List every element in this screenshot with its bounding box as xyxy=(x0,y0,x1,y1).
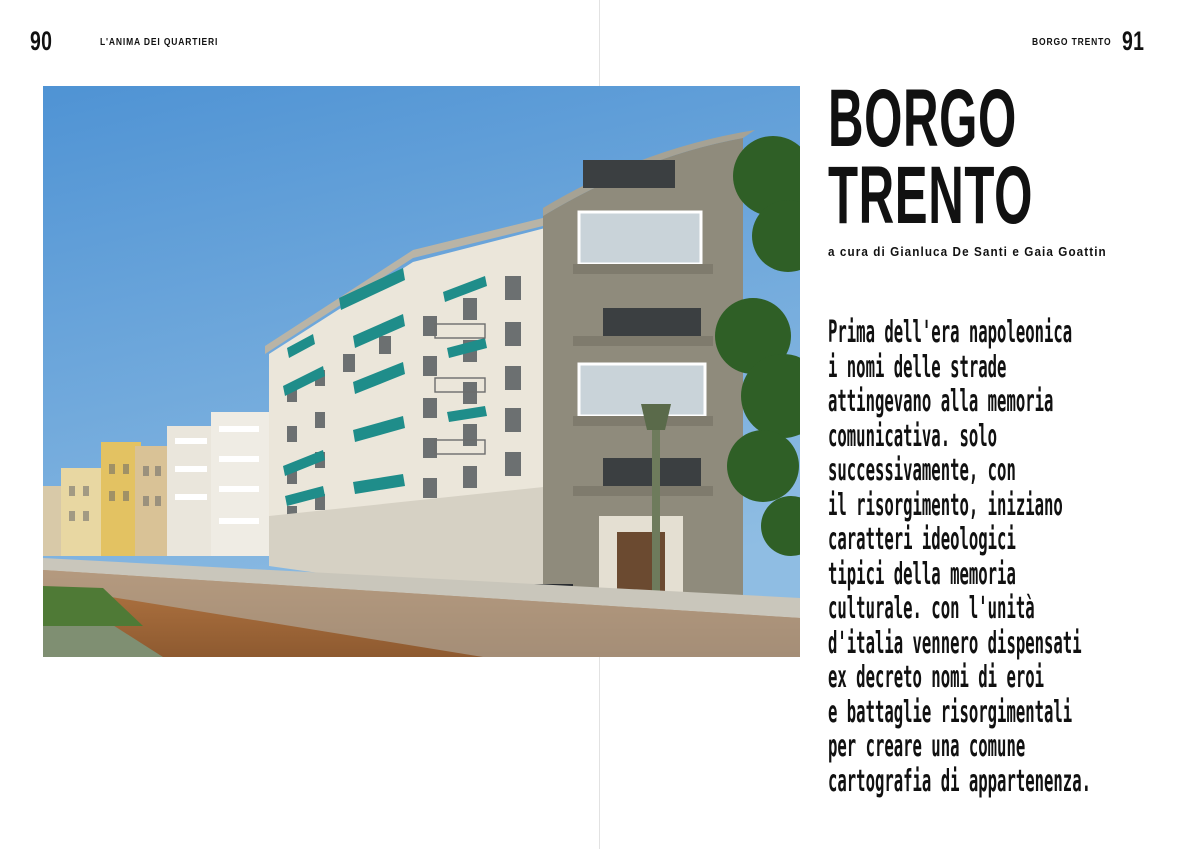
borgo-trento-photo xyxy=(43,86,800,657)
body-line: caratteri ideologici xyxy=(828,522,1016,557)
body-line: successivamente, con xyxy=(828,453,1016,488)
body-line: d'italia vennero dispensati xyxy=(828,625,1082,661)
body-line: culturale. con l'unità xyxy=(828,591,1035,626)
body-line: i nomi delle strade xyxy=(828,349,1007,385)
article-title xyxy=(828,73,1033,241)
body-line: e battaglie risorgimentali xyxy=(828,694,1073,730)
title-line-2: TRENTO xyxy=(828,150,1033,241)
title-line-1: BORGO xyxy=(828,73,1017,164)
right-running-title: BORGO TRENTO xyxy=(1032,37,1112,48)
body-line: il risorgimento, iniziano xyxy=(828,487,1063,523)
left-page-number: 90 xyxy=(30,26,53,56)
body-line: tipici della memoria xyxy=(828,556,1016,592)
body-line: per creare una comune xyxy=(828,729,1026,764)
body-line: attingevano alla memoria xyxy=(828,384,1054,419)
right-page-number: 91 xyxy=(1122,26,1145,56)
street-lamp xyxy=(652,424,660,602)
body-line: cartografia di appartenenza. xyxy=(828,763,1091,799)
left-running-title: L'ANIMA DEI QUARTIERI xyxy=(100,37,219,48)
article-body xyxy=(828,316,1091,799)
body-line: comunicativa. solo xyxy=(828,418,998,454)
body-line: Prima dell'era napoleonica xyxy=(828,315,1073,350)
body-line: ex decreto nomi di eroi xyxy=(828,660,1045,695)
byline: a cura di Gianluca De Santi e Gaia Goattin xyxy=(828,244,1107,259)
